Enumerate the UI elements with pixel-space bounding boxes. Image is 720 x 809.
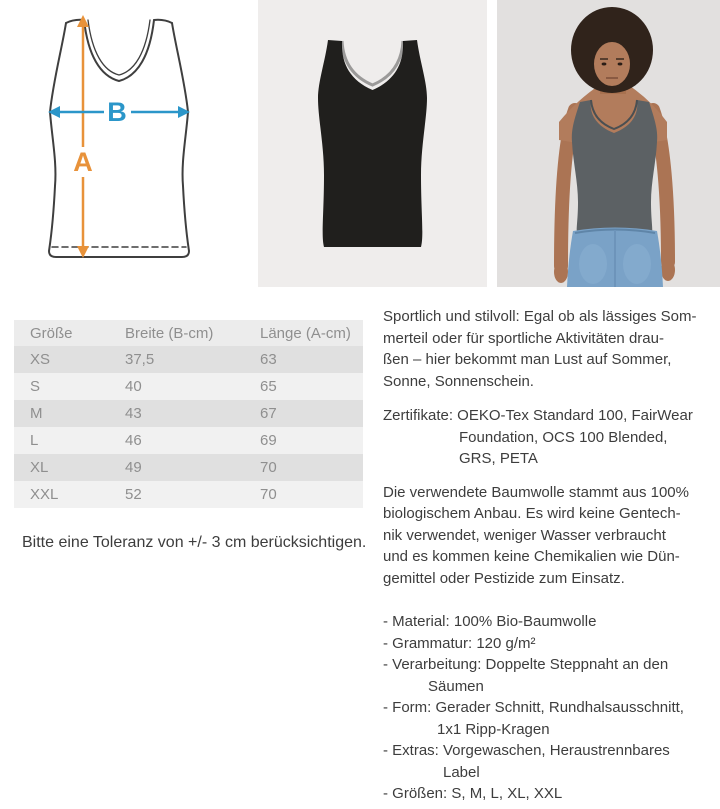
product-description (383, 306, 717, 805)
left-hand (554, 261, 568, 283)
spec-item-material (383, 611, 717, 633)
size-cell: XL (30, 459, 49, 476)
spec-line: - Verarbeitung: Doppelte Steppnaht an den (383, 656, 669, 673)
spec-item-verarbeitung (383, 654, 717, 697)
spec-line: - Extras: Vorgewaschen, Heraustrennbares (383, 742, 670, 759)
breite-cell: 40 (125, 378, 142, 395)
length-label-a: A (73, 147, 93, 177)
black-tank-top-image[interactable] (258, 0, 487, 287)
size-cell: XXL (30, 486, 59, 503)
cotton-line: Die verwendete Baumwolle stammt aus 100% (383, 483, 689, 501)
breite-cell: 43 (125, 405, 142, 422)
cotton-line: und es kommen keine Chemikalien wie Dün- (383, 548, 680, 565)
spec-item-extras (383, 740, 717, 783)
table-row (14, 481, 363, 508)
size-cell: S (30, 378, 41, 395)
breite-cell: 46 (125, 432, 142, 449)
laenge-cell: 67 (260, 405, 277, 422)
spec-line: - Grammatur: 120 g/m² (383, 634, 536, 652)
size-table-header-row (14, 320, 363, 346)
table-row (14, 346, 363, 373)
cotton-line: gemittel oder Pestizide zum Einsatz. (383, 569, 625, 587)
length-arrow-a-icon (70, 15, 97, 258)
model-jeans (567, 228, 663, 288)
cotton-line: nik verwendet, weniger Wasser verbraucht (383, 526, 666, 544)
laenge-cell: 70 (260, 459, 277, 476)
measurement-diagram-image[interactable] (0, 0, 240, 287)
width-label-b: B (107, 97, 127, 127)
spec-line: - Form: Gerader Schnitt, Rundhalsausschnitt, (383, 699, 684, 716)
table-row (14, 427, 363, 454)
spec-item-form (383, 697, 717, 740)
model-graphic (497, 0, 720, 287)
tolerance-note: Bitte eine Toleranz von +/- 3 cm berücksichtigen. (22, 534, 367, 551)
size-table-section (14, 320, 363, 508)
spec-line: - Material: 100% Bio-Baumwolle (383, 613, 597, 630)
product-gallery (0, 0, 720, 287)
spec-line-continuation: Label (443, 763, 480, 781)
breite-cell: 52 (125, 486, 142, 503)
tank-top-measure-diagram (0, 0, 240, 287)
tank-outline (49, 20, 189, 257)
spec-item-grammatur (383, 633, 717, 655)
specs-list (383, 611, 717, 805)
laenge-cell: 63 (260, 351, 277, 368)
black-tank-shape (318, 40, 427, 247)
laenge-cell: 69 (260, 432, 277, 449)
table-row (14, 400, 363, 427)
laenge-cell: 65 (260, 378, 277, 395)
certificates-line: Zertifikate: OEKO-Tex Standard 100, FairWear (383, 407, 693, 424)
size-cell: M (30, 405, 43, 422)
spec-item-groessen (383, 783, 717, 805)
spec-line-continuation: Säumen (428, 677, 484, 695)
certificates-line: GRS, PETA (459, 450, 538, 467)
intro-line: Sonne, Sonnenschein. (383, 372, 534, 390)
width-arrow-b-icon (48, 97, 190, 127)
right-hand (661, 259, 675, 281)
table-row (14, 373, 363, 400)
intro-line: Sportlich und stilvoll: Egal ob als lässiges Som- (383, 308, 697, 325)
model-photo-image[interactable] (497, 0, 720, 287)
header-groesse: Größe (30, 324, 73, 342)
intro-line: ßen – hier bekommt man Lust auf Sommer, (383, 351, 672, 368)
certificates-paragraph (383, 405, 717, 470)
header-laenge: Länge (A-cm) (260, 324, 351, 342)
table-row (14, 454, 363, 481)
breite-cell: 49 (125, 459, 142, 476)
intro-line: merteil oder für sportliche Aktivitäten drau- (383, 329, 664, 347)
certificates-line: Foundation, OCS 100 Blended, (459, 428, 668, 446)
size-cell: L (30, 432, 39, 449)
size-cell: XS (30, 351, 51, 368)
cotton-line: biologischem Anbau. Es wird keine Gentech- (383, 505, 681, 522)
header-breite: Breite (B-cm) (125, 324, 214, 342)
cotton-paragraph (383, 482, 717, 590)
breite-cell: 37,5 (125, 351, 155, 368)
black-tank-top-graphic (258, 0, 487, 287)
spec-line-continuation: 1x1 Ripp-Kragen (437, 720, 550, 738)
laenge-cell: 70 (260, 486, 277, 503)
intro-paragraph (383, 306, 717, 392)
size-table (14, 320, 363, 508)
spec-line: - Größen: S, M, L, XL, XXL (383, 785, 563, 802)
